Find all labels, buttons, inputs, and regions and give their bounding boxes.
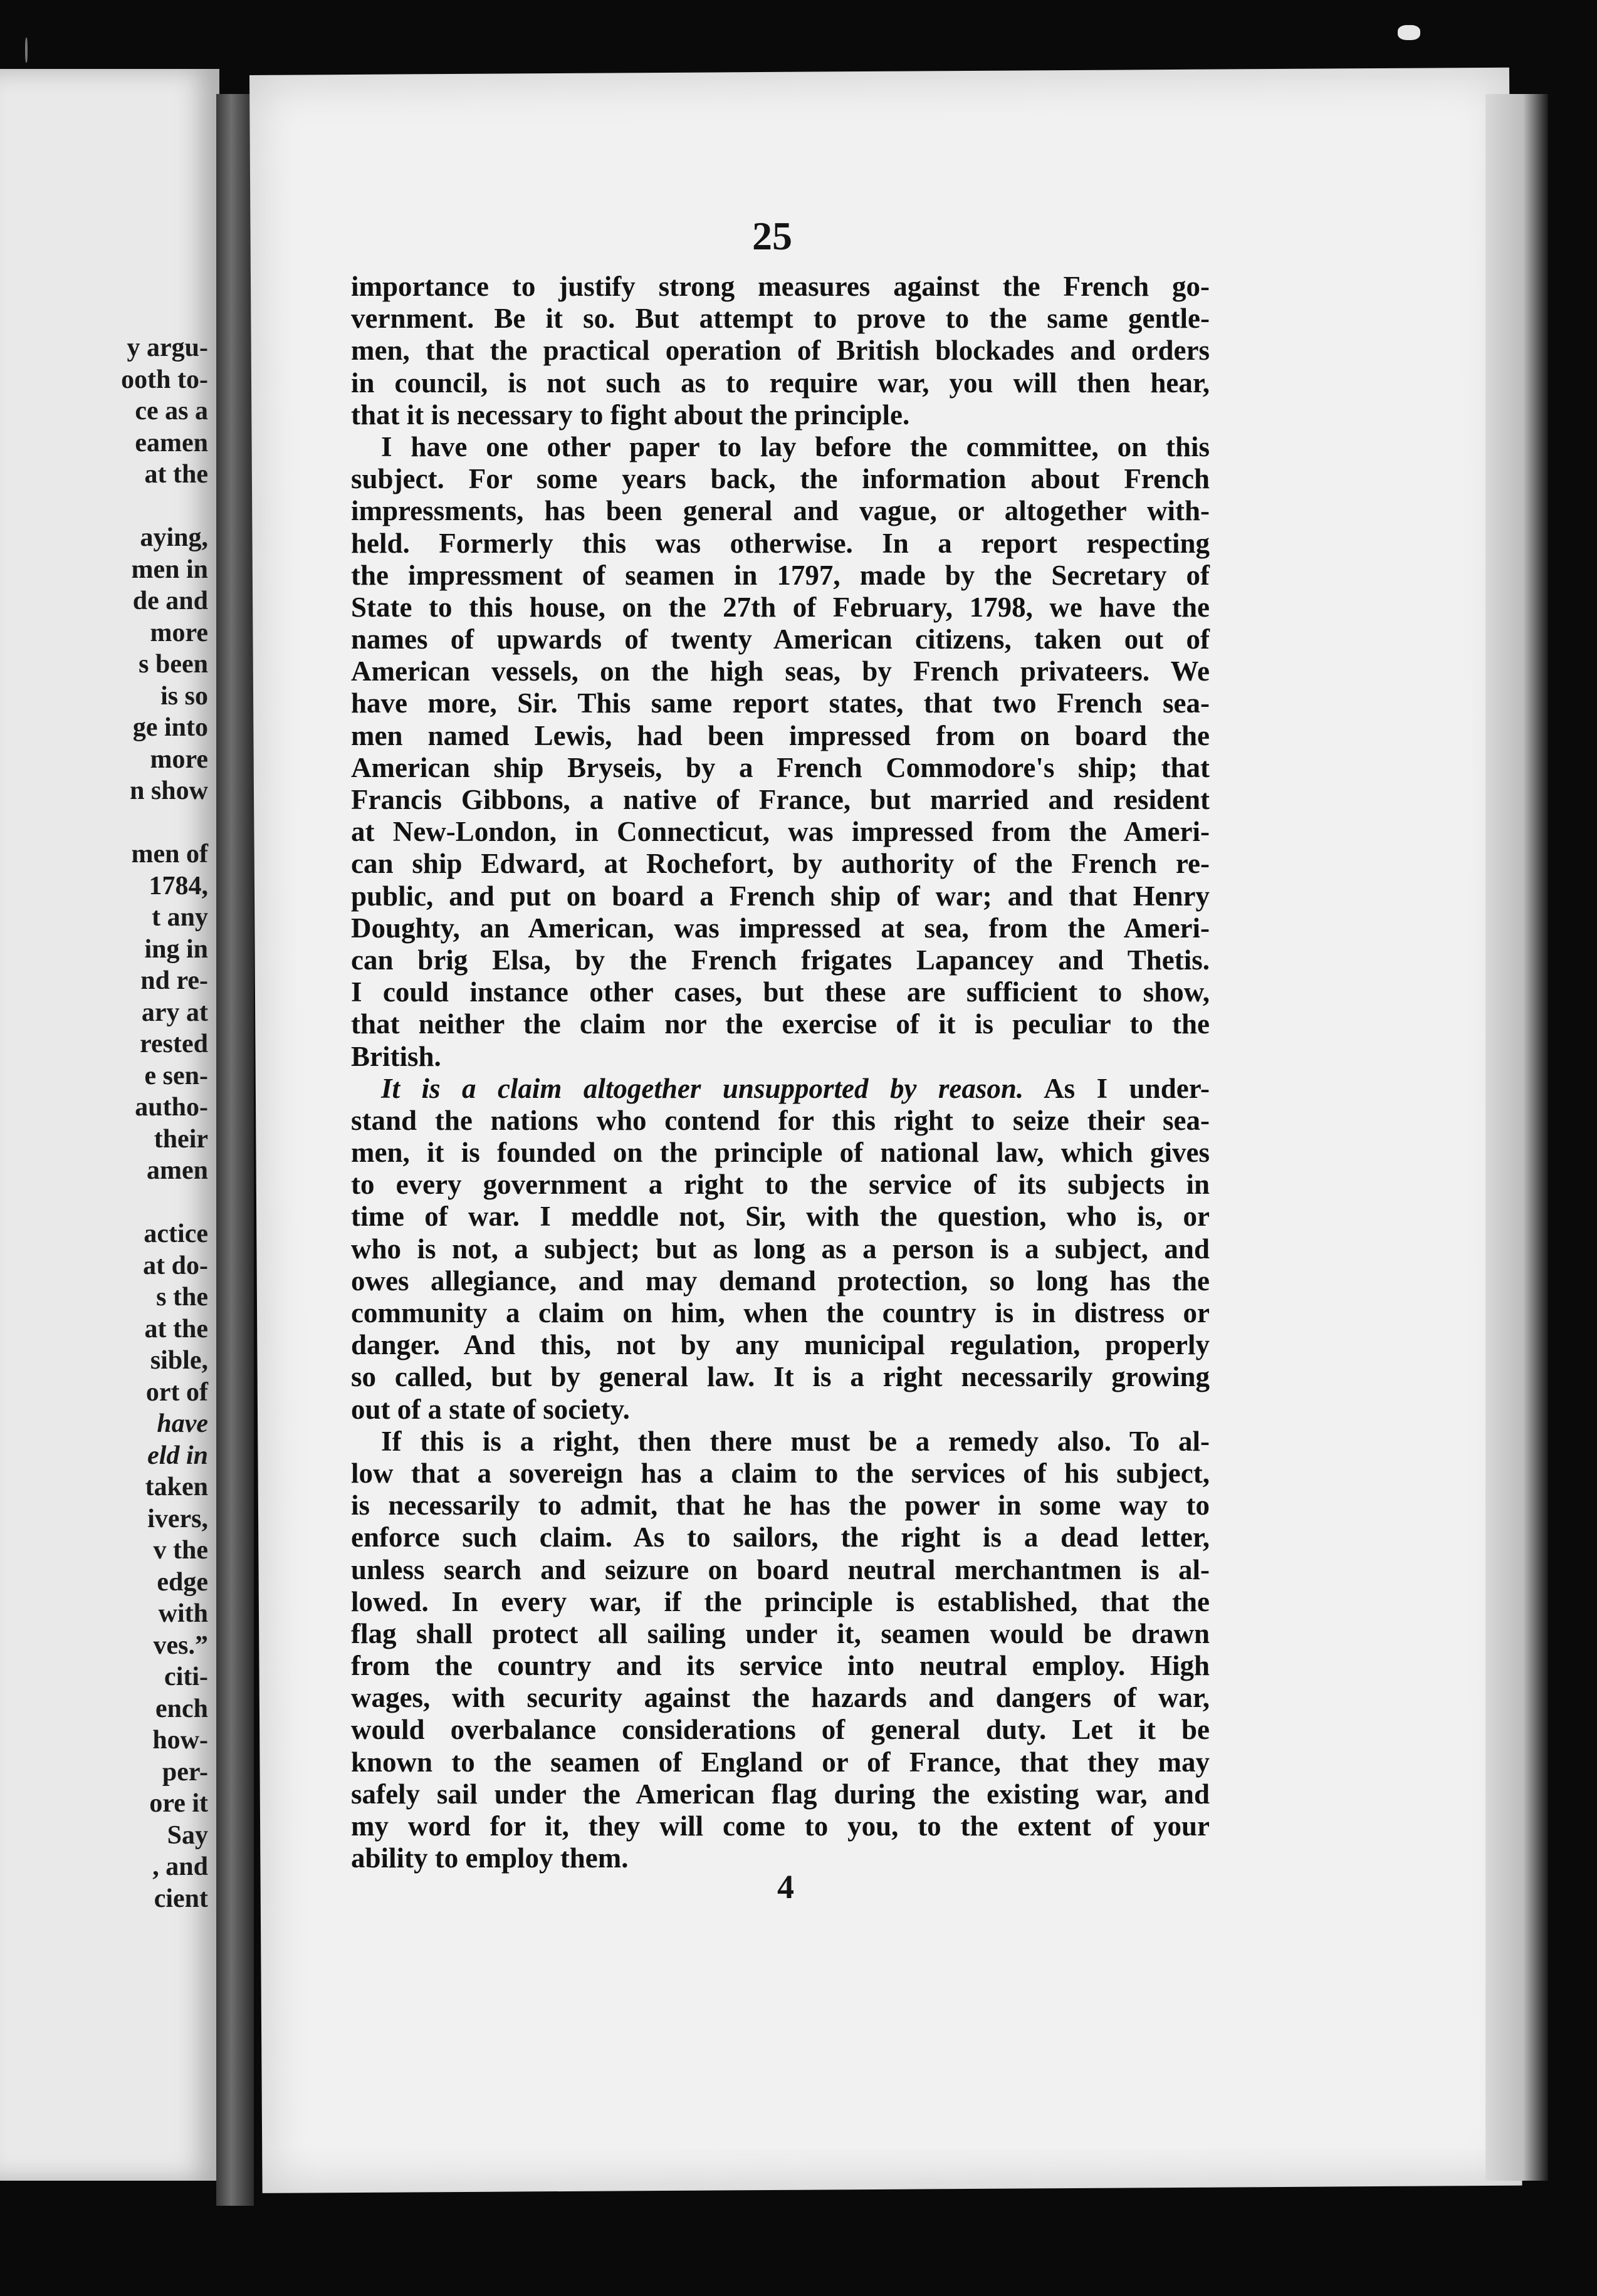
facing-page-line: with [158, 1599, 208, 1628]
text-line: can brig Elsa, by the French frigates Lapancey and Thetis. [351, 944, 1210, 976]
text-line: who is not, a subject; but as long as a person is a subject, and [351, 1233, 1210, 1265]
facing-page-line: ce as a [135, 397, 208, 425]
facing-page-line: s been [139, 650, 208, 679]
signature-mark: 4 [777, 1868, 794, 1906]
scan-speck [1398, 25, 1420, 40]
text-line: If this is a right, then there must be a remedy also. To al- [381, 1425, 1210, 1457]
text-line: held. Formerly this was otherwise. In a report respecting [351, 527, 1210, 559]
text-line: unless search and seizure on board neutral merchantmen is al- [351, 1553, 1210, 1585]
facing-page-line: ing in [144, 934, 208, 964]
page-edge-shadow [1485, 94, 1548, 2181]
facing-page-line: citi- [164, 1662, 208, 1691]
text-line: enforce such claim. As to sailors, the right is a dead letter, [351, 1521, 1210, 1553]
facing-page-line: per- [162, 1757, 208, 1787]
facing-page-line: v the [153, 1536, 208, 1565]
facing-page-line: ves.” [153, 1631, 208, 1660]
facing-page-line: ore it [149, 1789, 208, 1818]
facing-page-gap [121, 807, 208, 839]
facing-page-line: autho- [135, 1093, 208, 1122]
facing-page-line: n show [130, 776, 208, 805]
paragraph-1 [351, 271, 1210, 431]
text-line: is necessarily to admit, that he has the power in some way to [351, 1490, 1210, 1521]
text-line: out of a state of society. [351, 1393, 630, 1425]
facing-page-line: amen [147, 1156, 208, 1185]
facing-page-line: actice [144, 1219, 208, 1248]
facing-page-line: rested [140, 1030, 208, 1058]
text-line: men named Lewis, had been impressed from on board the [351, 719, 1210, 751]
text-line: American ship Bryseis, by a French Commodore's ship; that [351, 751, 1210, 783]
text-line: stand the nations who contend for this right to seize their sea- [351, 1104, 1210, 1136]
text-line: community a claim on him, when the country is in distress or [351, 1297, 1210, 1328]
facing-page-line: nd re- [140, 966, 208, 995]
facing-page-line: men of [131, 840, 208, 869]
facing-page-line: ge into [132, 713, 208, 742]
facing-page-line: t any [152, 903, 208, 932]
text-line: impressments, has been general and vague, or altogether with- [351, 495, 1210, 527]
text-line: public, and put on board a French ship of war; and that Henry [351, 880, 1210, 912]
facing-page-line: ort of [145, 1377, 208, 1407]
text-line: importance to justify strong measures against the French go- [351, 271, 1210, 302]
facing-page-line: cient [154, 1884, 208, 1913]
text-line: that it is necessary to fight about the principle. [351, 399, 910, 430]
facing-page-line: s the [156, 1283, 208, 1312]
text-line: that neither the claim nor the exercise of it is peculiar to the [351, 1008, 1210, 1040]
text-line: danger. And this, not by any municipal regulation, properly [351, 1329, 1210, 1361]
paragraph-2 [351, 431, 1210, 1073]
text-line: Francis Gibbons, a native of France, but married and resident [351, 784, 1210, 815]
text-line: I have one other paper to lay before the committee, on this [381, 430, 1210, 462]
scan-speck [25, 38, 28, 63]
text-line: my word for it, they will come to you, to the extent of your [351, 1810, 1210, 1842]
facing-page-line: ench [155, 1694, 208, 1723]
facing-page-line: Say [167, 1820, 208, 1850]
text-line: to every government a right to the service of its subjects in [351, 1169, 1210, 1201]
text-line: men, it is founded on the principle of national law, which gives [351, 1137, 1210, 1169]
text-line: would overbalance considerations of general duty. Let it be [351, 1714, 1210, 1746]
text-line: have more, Sir. This same report states, that two French sea- [351, 687, 1210, 719]
facing-page-line: at the [144, 460, 208, 489]
text-line: American vessels, on the high seas, by French privateers. We [351, 655, 1210, 687]
facing-page-line: ooth to- [121, 365, 208, 394]
facing-page-line: at do- [143, 1251, 208, 1280]
text-line: wages, with security against the hazards and dangers of war, [351, 1682, 1210, 1714]
text-line: men, that the practical operation of British blockades and orders [351, 335, 1210, 367]
facing-page-line: y argu- [127, 333, 208, 362]
facing-page-line: is so [160, 681, 208, 711]
facing-page-gap [121, 1187, 208, 1219]
facing-page-line: their [154, 1124, 208, 1154]
text-line: at New-London, in Connecticut, was impressed from the Ameri- [351, 816, 1210, 848]
text-line: the impressment of seamen in 1797, made by the Secretary of [351, 559, 1210, 591]
facing-page-line: eld in [147, 1441, 208, 1470]
page-number: 25 [752, 214, 792, 258]
text-line: can ship Edward, at Rochefort, by authority of the French re- [351, 848, 1210, 880]
facing-page-line: eamen [135, 428, 208, 457]
italic-lead: It is a claim altogether unsupported by reason. [381, 1072, 1024, 1104]
facing-page-line: e sen- [144, 1061, 208, 1090]
text-line: owes allegiance, and may demand protection, so long has the [351, 1265, 1210, 1297]
facing-page-gap [121, 491, 208, 523]
text-line: in council, is not such as to require war, you will then hear, [351, 367, 1210, 399]
text-line: subject. For some years back, the information about French [351, 463, 1210, 495]
text-line: time of war. I meddle not, Sir, with the question, who is, or [351, 1201, 1210, 1233]
facing-page-line: sible, [150, 1346, 208, 1375]
facing-page-line: taken [145, 1473, 208, 1501]
facing-page-fragment [0, 69, 219, 2181]
text-line: from the country and its service into neutral employ. High [351, 1650, 1210, 1682]
paragraph-4 [351, 1426, 1210, 1875]
text-line: ability to employ them. [351, 1842, 629, 1874]
facing-page-line: more [150, 618, 208, 647]
text-line: flag shall protect all sailing under it, seamen would be drawn [351, 1617, 1210, 1649]
text-line: I could instance other cases, but these are sufficient to show, [351, 976, 1210, 1008]
body-text [351, 271, 1210, 1874]
facing-page-text [121, 332, 208, 1914]
facing-page-line: men in [131, 555, 208, 584]
text-line: lowed. In every war, if the principle is established, that the [351, 1585, 1210, 1617]
text-line: vernment. Be it so. But attempt to prove to the same gentle- [351, 303, 1210, 335]
paragraph-3 [351, 1073, 1210, 1426]
facing-page-line: 1784, [149, 871, 208, 900]
text-line [351, 1073, 1210, 1105]
facing-page-line: edge [157, 1567, 208, 1597]
text-line: low that a sovereign has a claim to the services of his subject, [351, 1457, 1210, 1489]
facing-page-line: aying, [140, 523, 208, 552]
facing-page-line: how- [152, 1726, 208, 1755]
facing-page-line: ary at [141, 998, 208, 1027]
text-line: State to this house, on the 27th of February, 1798, we have the [351, 591, 1210, 623]
text-line: names of upwards of twenty American citizens, taken out of [351, 624, 1210, 655]
text-line: known to the seamen of England or of France, that they may [351, 1746, 1210, 1778]
facing-page-line: , and [152, 1852, 208, 1881]
facing-page-line: ivers, [147, 1504, 208, 1533]
facing-page-line: more [150, 744, 208, 774]
book-gutter [216, 94, 254, 2206]
text-run: As I under- [1024, 1072, 1210, 1104]
facing-page-line: de and [132, 587, 208, 615]
text-line: so called, but by general law. It is a right necessarily growing [351, 1361, 1210, 1393]
facing-page-line: have [157, 1409, 208, 1438]
facing-page-line: at the [144, 1314, 208, 1344]
text-line: Doughty, an American, was impressed at sea, from the Ameri- [351, 912, 1210, 944]
text-line: British. [351, 1040, 441, 1072]
text-line: safely sail under the American flag during the existing war, and [351, 1778, 1210, 1810]
